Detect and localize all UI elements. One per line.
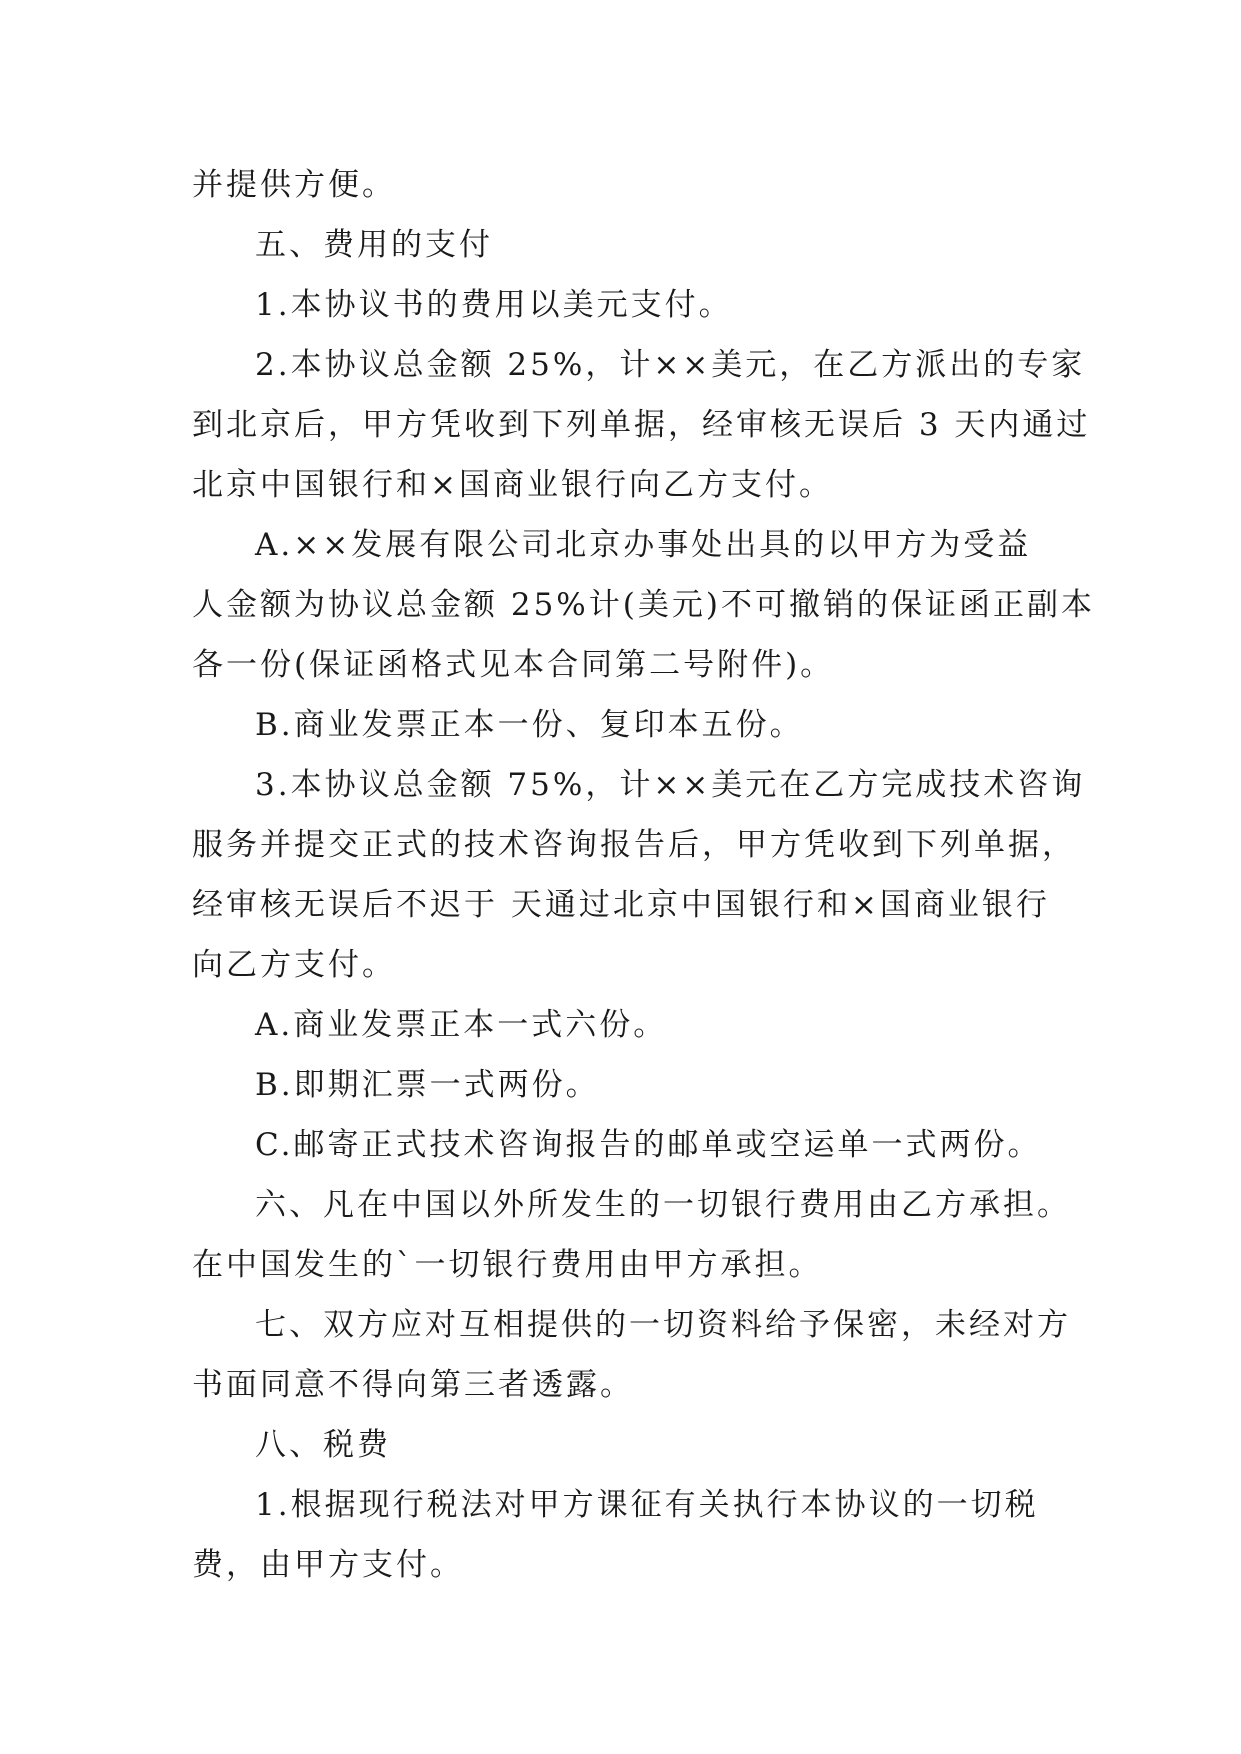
text-line: A.××发展有限公司北京办事处出具的以甲方为受益 xyxy=(255,527,1032,563)
section-heading-bank-fees: 六、凡在中国以外所发生的一切银行费用由乙方承担。 xyxy=(255,1187,1071,1223)
text-line: B.即期汇票一式两份。 xyxy=(255,1067,600,1103)
text-line: 1.根据现行税法对甲方课征有关执行本协议的一切税 xyxy=(255,1487,1039,1523)
document-page xyxy=(192,155,1095,1595)
text-line: 3.本协议总金额 75%，计××美元在乙方完成技术咨询 xyxy=(255,767,1086,803)
text-line: C.邮寄正式技术咨询报告的邮单或空运单一式两份。 xyxy=(255,1127,1042,1163)
text-line: 1.本协议书的费用以美元支付。 xyxy=(255,287,733,323)
text-line: B.商业发票正本一份、复印本五份。 xyxy=(255,707,804,743)
text-line: 在中国发生的`一切银行费用由甲方承担。 xyxy=(192,1247,823,1283)
text-line: 服务并提交正式的技术咨询报告后，甲方凭收到下列单据， xyxy=(192,827,1076,863)
text-line: 并提供方便。 xyxy=(192,167,396,203)
section-heading-taxes: 八、税费 xyxy=(255,1427,391,1463)
text-line: A.商业发票正本一式六份。 xyxy=(255,1007,668,1043)
text-line: 2.本协议总金额 25%，计××美元，在乙方派出的专家 xyxy=(255,347,1086,383)
text-line: 向乙方支付。 xyxy=(192,947,396,983)
section-heading-confidentiality: 七、双方应对互相提供的一切资料给予保密，未经对方 xyxy=(255,1307,1071,1343)
text-line: 书面同意不得向第三者透露。 xyxy=(192,1367,634,1403)
text-line: 费，由甲方支付。 xyxy=(192,1547,464,1583)
text-line: 到北京后，甲方凭收到下列单据，经审核无误后 3 天内通过 xyxy=(192,407,1091,443)
text-line: 各一份(保证函格式见本合同第二号附件)。 xyxy=(192,647,835,683)
text-line: 北京中国银行和×国商业银行向乙方支付。 xyxy=(192,467,833,503)
section-heading-payment: 五、费用的支付 xyxy=(255,227,493,263)
text-line: 人金额为协议总金额 25%计(美元)不可撤销的保证函正副本 xyxy=(192,587,1095,623)
text-line: 经审核无误后不迟于 天通过北京中国银行和×国商业银行 xyxy=(192,887,1050,923)
